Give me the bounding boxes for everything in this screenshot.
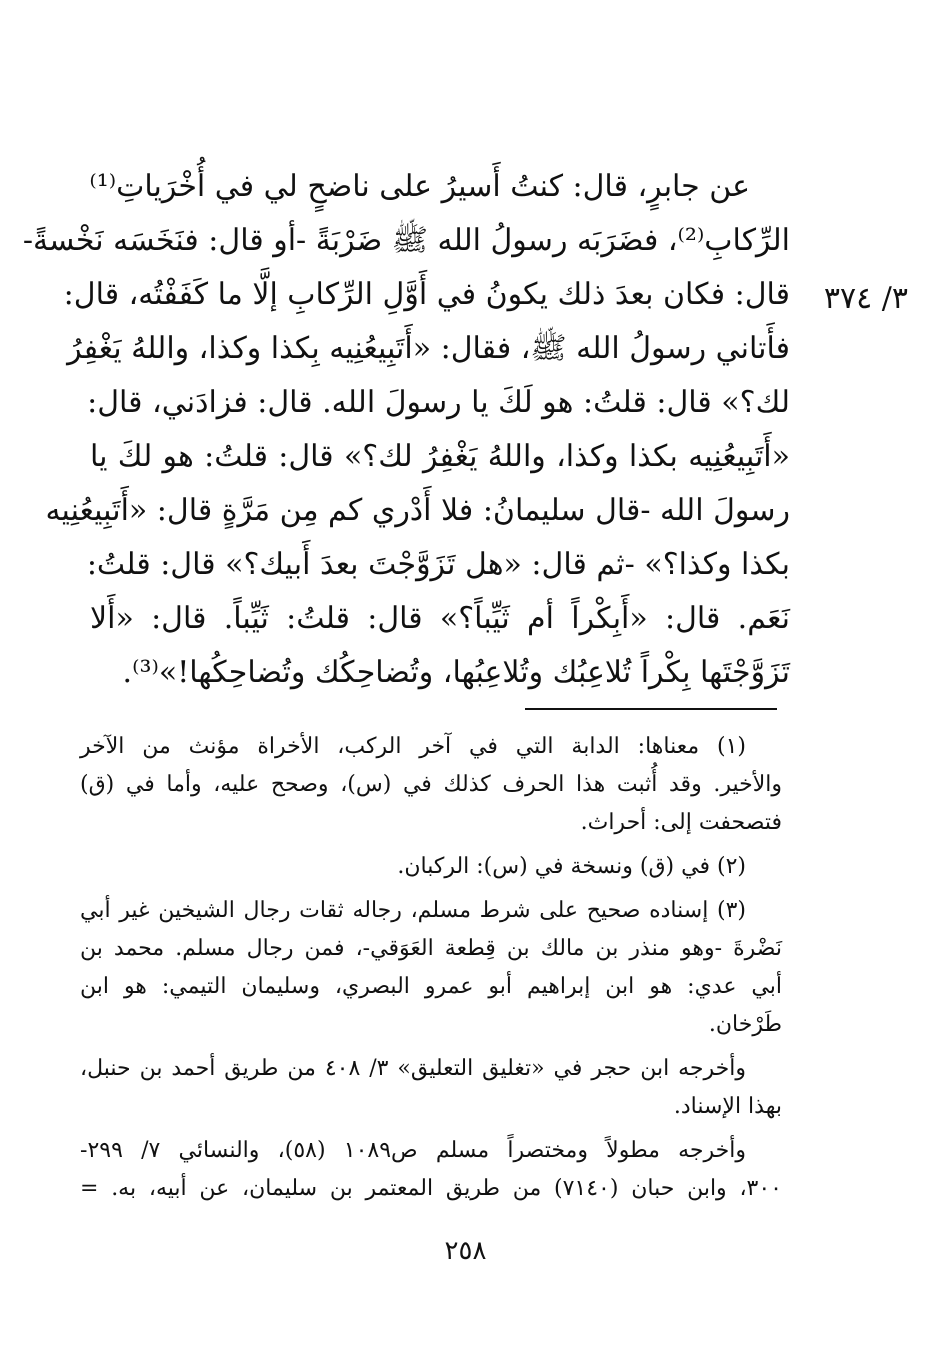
footnote-paragraph (80, 1132, 782, 1208)
footnote-paragraph (80, 1050, 782, 1126)
main-line: عن جابرٍ، قال: كنتُ أَسيرُ على ناضحٍ لي في أُخْرَياتِ⁽¹⁾ (89, 169, 750, 204)
margin-reference: ٣/ ٣٧٤ (823, 281, 908, 316)
footnote-1 (80, 728, 782, 842)
footnote-line: نَضْرةَ -وهو منذر بن مالك بن قِطعة العَوَقي-، فمن رجال مسلم. محمد بن (80, 936, 782, 961)
main-line: تَزَوَّجْتَها بِكْراً تُلاعِبُك وتُلاعِبُها، وتُضاحِكُك وتُضاحِكُها!»⁽³⁾. (122, 655, 790, 690)
footnotes (80, 728, 782, 1214)
footnote-line: وأخرجه ابن حجر في «تغليق التعليق» ٣/ ٤٠٨ من طريق أحمد بن حنبل، (80, 1056, 746, 1081)
main-line: نَعَم. قال: «أَبِكْراً أم ثَيِّباً؟» قال: قلتُ: ثَيِّباً. قال: «أَلا (90, 601, 790, 636)
footnote-line: (١) معناها: الدابة التي في آخر الركب، الأخراة مؤنث من الآخر (80, 734, 746, 759)
footnote-line: أبي عدي: هو ابن إبراهيم أبو عمرو البصري، وسليمان التيمي: هو ابن (80, 974, 782, 999)
main-line: «أَتَبِيعُنِيه بكذا وكذا، واللهُ يَغْفِرُ لك؟» قال: قلتُ: هو لكَ يا (90, 439, 790, 474)
main-line: قال: فكان بعدَ ذلك يكونُ في أَوَّلِ الرِّكابِ إلَّا ما كَفَفْتُه، قال: (63, 277, 790, 312)
main-line: الرِّكابِ⁽²⁾، فضَرَبَه رسولُ الله ﷺ ضَرْبَةً -أو قال: فنَخَسَه نَخْسةً- (22, 223, 790, 258)
footnote-line: وأخرجه مطولاً ومختصراً مسلم ص١٠٨٩ (٥٨)، والنسائي ٧/ ٢٩٩- (80, 1138, 746, 1163)
main-text (22, 160, 790, 700)
footnote-3 (80, 892, 782, 1044)
main-line: فأَتاني رسولُ الله ﷺ، فقال: «أَتَبِيعُنِيه بِكذا وكذا، واللهُ يَغْفِرُ (67, 331, 790, 366)
main-line: رسولَ الله -قال سليمانُ: فلا أَدْري كم مِن مَرَّةٍ قال: «أَتَبِيعُنِيه (45, 493, 790, 528)
main-line: لك؟» قال: قلتُ: هو لَكَ يا رسولَ الله. قال: فزادَني، قال: (87, 385, 790, 420)
main-line: بكذا وكذا؟» -ثم قال: «هل تَزَوَّجْتَ بعدَ أَبيك؟» قال: قلتُ: (86, 547, 790, 582)
footnote-line: بهذا الإسناد. (673, 1094, 782, 1119)
footnote-line: (٢) في (ق) ونسخة في (س): الركبان. (397, 854, 746, 879)
footnote-line: ٣٠٠، وابن حبان (٧١٤٠) من طريق المعتمر بن سليمان، عن أبيه، به. = (80, 1176, 782, 1201)
page-number: ٢٥٨ (444, 1236, 487, 1266)
footnote-line: فتصحفت إلى: أحراث. (580, 810, 782, 835)
footnote-line: (٣) إسناده صحيح على شرط مسلم، رجاله ثقات رجال الشيخين غير أبي (80, 898, 746, 923)
footnote-line: والأخير. وقد أُثبت هذا الحرف كذلك في (س)، وصحح عليه، وأما في (ق) (80, 772, 782, 797)
footnote-line: طَرْخان. (708, 1012, 782, 1037)
footnote-2 (80, 848, 782, 886)
footnote-divider (525, 708, 777, 710)
